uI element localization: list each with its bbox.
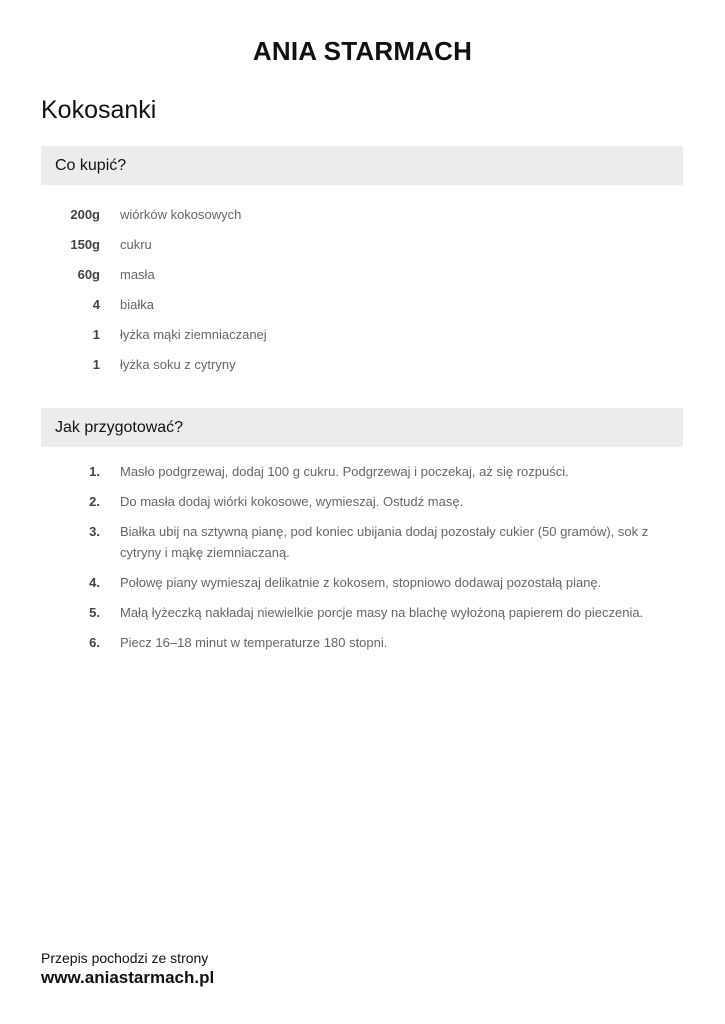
step-text: Białka ubij na sztywną pianę, pod koniec ubijania dodaj pozostały cukier (50 gramów), sok z cytryny i mąkę ziemniaczaną. <box>120 524 649 560</box>
step-number: 6. <box>89 635 100 650</box>
step-number: 2. <box>89 494 100 509</box>
ingredient-quantity: 4 <box>92 296 100 312</box>
step-text: Do masła dodaj wiórki kokosowe, wymieszaj. Ostudź masę. <box>120 494 464 509</box>
ingredient-quantity: 60g <box>77 266 100 282</box>
shopping-section-header: Co kupić? <box>41 146 683 185</box>
ingredient-list <box>41 199 683 379</box>
step-text: Małą łyżeczką nakładaj niewielkie porcje masy na blachę wyłożoną papierem do pieczenia. <box>120 605 644 620</box>
brand-title: ANIA STARMACH <box>252 36 473 66</box>
ingredient-name: białka <box>120 296 154 312</box>
footer-url-link[interactable]: www.aniastarmach.pl <box>41 968 215 987</box>
ingredient-quantity: 1 <box>92 356 100 372</box>
step-number: 1. <box>89 464 100 479</box>
ingredient-item <box>41 229 683 259</box>
ingredient-name: cukru <box>120 236 152 252</box>
ingredient-quantity: 150g <box>70 236 100 252</box>
step-number: 5. <box>89 605 100 620</box>
ingredient-quantity: 1 <box>92 326 100 342</box>
step-item <box>41 461 661 482</box>
ingredient-name: wiórków kokosowych <box>120 206 242 222</box>
ingredient-name: łyżka mąki ziemniaczanej <box>120 326 267 342</box>
recipe-title: Kokosanki <box>41 96 157 124</box>
step-item <box>41 632 661 653</box>
preparation-section-header: Jak przygotować? <box>41 408 683 447</box>
ingredient-item <box>41 349 683 379</box>
step-number: 4. <box>89 575 100 590</box>
step-item <box>41 491 661 512</box>
step-text: Masło podgrzewaj, dodaj 100 g cukru. Podgrzewaj i poczekaj, aż się rozpuści. <box>120 464 569 479</box>
step-number: 3. <box>89 524 100 539</box>
preparation-steps <box>41 461 661 662</box>
ingredient-item <box>41 289 683 319</box>
step-text: Piecz 16–18 minut w temperaturze 180 stopni. <box>120 635 388 650</box>
step-item <box>41 521 661 563</box>
step-text: Połowę piany wymieszaj delikatnie z kokosem, stopniowo dodawaj pozostałą pianę. <box>120 575 602 590</box>
ingredient-quantity: 200g <box>70 206 100 222</box>
ingredient-name: masła <box>120 266 155 282</box>
ingredient-name: łyżka soku z cytryny <box>120 356 236 372</box>
ingredient-item <box>41 199 683 229</box>
ingredient-item <box>41 259 683 289</box>
step-item <box>41 572 661 593</box>
ingredient-item <box>41 319 683 349</box>
step-item <box>41 602 661 623</box>
footer-source-text: Przepis pochodzi ze strony <box>41 950 209 966</box>
